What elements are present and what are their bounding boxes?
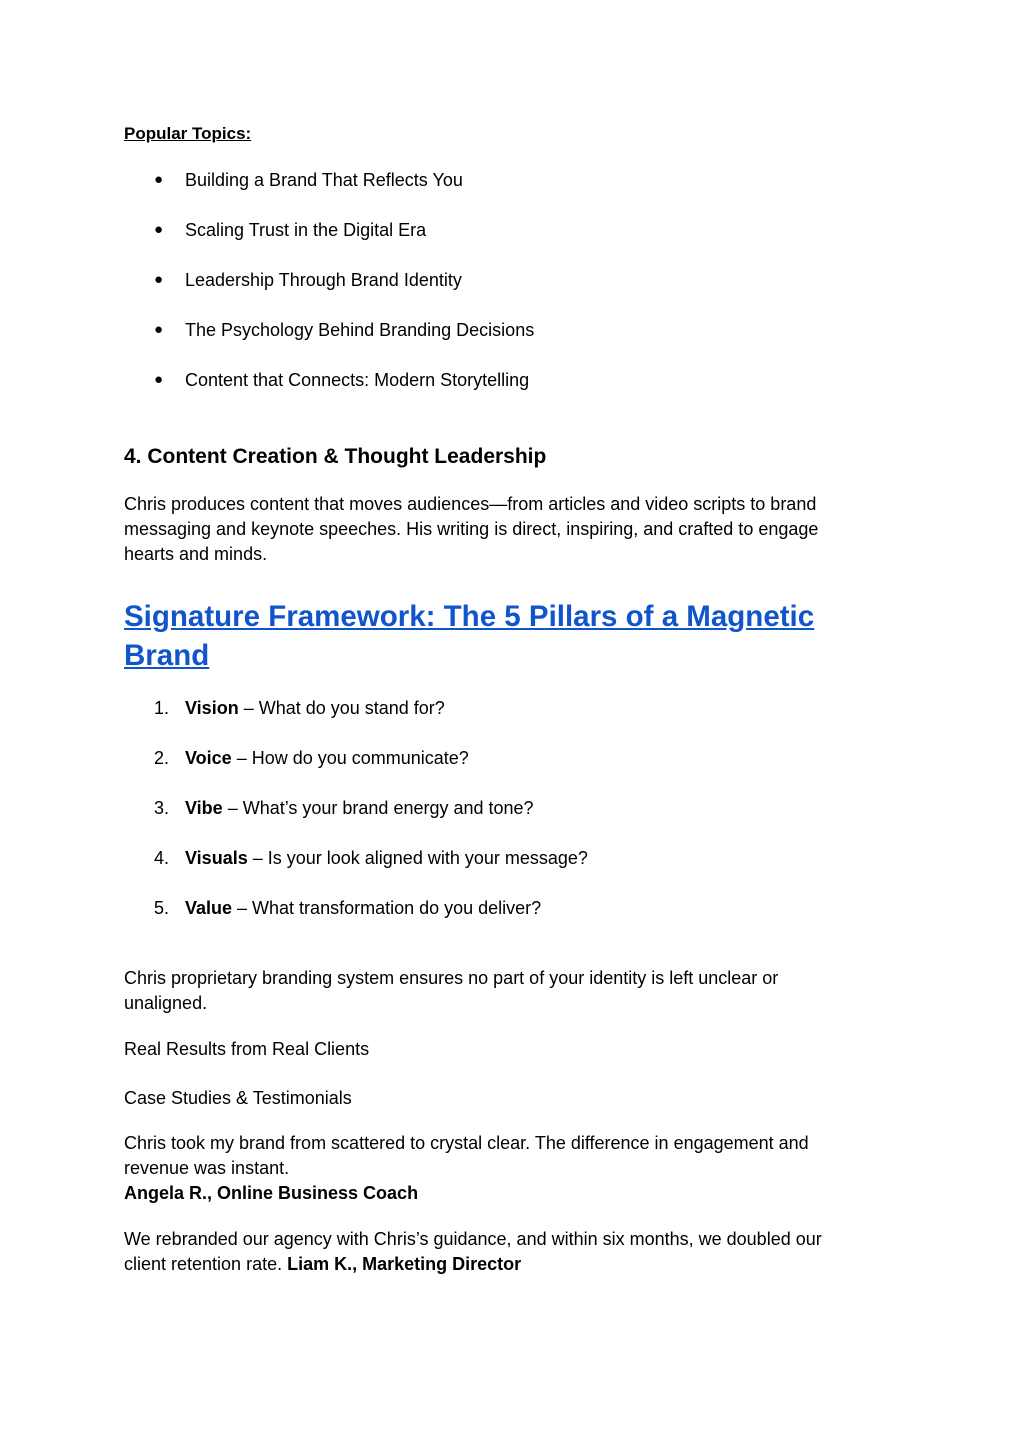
popular-topics-list	[124, 168, 534, 418]
list-item: 1. Vision – What do you stand for?	[154, 698, 445, 718]
list-item: ● The Psychology Behind Branding Decisions	[154, 320, 535, 340]
list-item: 5. Value – What transformation do you deliver?	[154, 898, 542, 918]
framework-heading-link[interactable]: Signature Framework: The 5 Pillars of a Magnetic Brand	[124, 600, 815, 672]
list-item: 3. Vibe – What’s your brand energy and tone?	[154, 798, 534, 818]
framework-summary: Chris proprietary branding system ensures no part of your identity is left unclear or unaligned.	[124, 968, 779, 1013]
results-line: Real Results from Real Clients	[124, 1039, 370, 1059]
popular-topics-label: Popular Topics:	[124, 124, 252, 143]
list-item: ● Leadership Through Brand Identity	[154, 270, 462, 290]
bullet-icon: ●	[154, 171, 164, 188]
bullet-icon: ●	[154, 321, 164, 338]
section-body-content-creation: Chris produces content that moves audiences—from articles and video scripts to brand messaging and keynote speeches. His writing is direct, inspiring, and crafted to engage hearts and minds.	[124, 494, 819, 564]
bullet-icon: ●	[154, 371, 164, 388]
bullet-icon: ●	[154, 221, 164, 238]
pillars-list	[124, 696, 588, 946]
testimonial-author: Liam K., Marketing Director	[287, 1254, 522, 1274]
testimonial-quote: We rebranded our agency with Chris’s guidance, and within six months, we doubled our client retention rate.	[124, 1229, 822, 1274]
section-heading-content-creation: 4. Content Creation & Thought Leadership	[124, 445, 547, 468]
list-item: 4. Visuals – Is your look aligned with your message?	[154, 848, 588, 868]
testimonial-author: Angela R., Online Business Coach	[124, 1183, 419, 1203]
case-studies-line: Case Studies & Testimonials	[124, 1088, 352, 1108]
testimonial-paragraph	[124, 1227, 864, 1277]
list-item: ● Content that Connects: Modern Storytelling	[154, 370, 530, 390]
list-item: 2. Voice – How do you communicate?	[154, 748, 469, 768]
list-item: ● Building a Brand That Reflects You	[154, 170, 463, 190]
testimonial-quote: Chris took my brand from scattered to crystal clear. The difference in engagement and revenue was instant.	[124, 1133, 809, 1178]
list-item: ● Scaling Trust in the Digital Era	[154, 220, 427, 240]
bullet-icon: ●	[154, 271, 164, 288]
